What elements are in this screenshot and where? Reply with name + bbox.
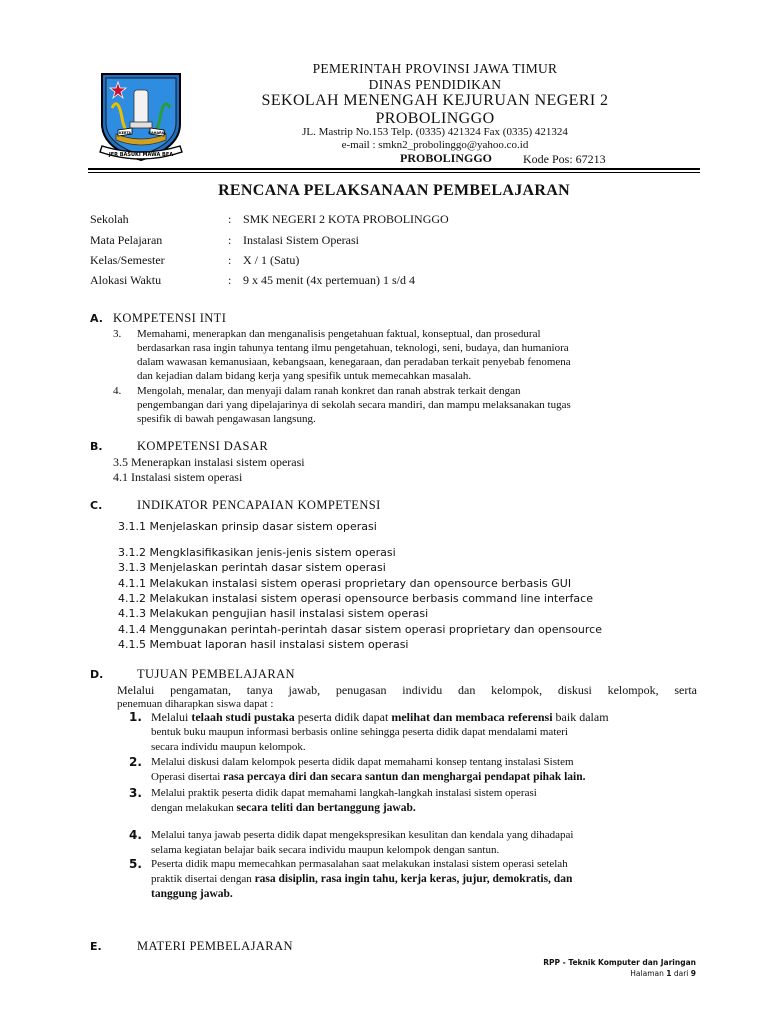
identity-value-class: X / 1 (Satu) (243, 253, 300, 267)
identity-value-subject: Instalasi Sistem Operasi (243, 233, 359, 247)
identity-value-school: SMK NEGERI 2 KOTA PROBOLINGGO (243, 212, 449, 226)
indicator-item: 4.1.3 Melakukan pengujian hasil instalasi sistem operasi (118, 607, 429, 620)
document-title: RENCANA PELAKSANAAN PEMBELAJARAN (218, 182, 570, 199)
objective-1-emphasis: telaah studi pustaka (191, 710, 295, 724)
indicator-item: 3.1.1 Menjelaskan prinsip dasar sistem operasi (118, 520, 377, 533)
objective-1-text: Melalui (151, 710, 192, 724)
objective-item-2 (151, 755, 711, 785)
objective-3-line-1: Melalui praktik peserta didik dapat memahami langkah-langkah instalasi sistem operasi (151, 787, 537, 799)
ki-4-line-1: Mengolah, menalar, dan menyaji dalam ranah konkret dan ranah abstrak terkait dengan (137, 385, 521, 397)
objective-2-line-1: Melalui diskusi dalam kelompok peserta didik dapat memahami konsep tentang instalasi Sistem (151, 756, 574, 768)
ki-4-line-2: pengembangan dari yang dipelajarinya di sekolah secara mandiri, dan mampu melaksanakan tugas (137, 399, 571, 411)
kd-item-4-1: 4.1 Instalasi sistem operasi (113, 470, 243, 484)
section-c-letter: C. (90, 499, 103, 512)
objective-4-line-2: selama kegiatan belajar baik secara individu maupun kelompok dengan santun. (151, 844, 500, 856)
objective-item-5 (151, 857, 711, 902)
header-postcode: Kode Pos: 67213 (523, 152, 606, 166)
kd-item-3-5: 3.5 Menerapkan instalasi sistem operasi (113, 455, 305, 469)
objective-5-emphasis: tanggung jawab. (151, 888, 233, 900)
ki-3-line-3: dalam wawasan kemanusiaan, kebangsaan, kenegaraan, dan peradaban terkait penyebab fenomena (137, 356, 571, 368)
indicator-item: 4.1.5 Membuat laporan hasil instalasi sistem operasi (118, 638, 409, 651)
footer-page-mid: dari (671, 969, 691, 978)
objective-number-2: 2. (129, 755, 142, 769)
identity-label-subject: Mata Pelajaran (90, 233, 163, 247)
objective-number-3: 3. (129, 786, 142, 800)
header-school-name: SEKOLAH MENENGAH KEJURUAN NEGERI 2 (261, 92, 609, 109)
footer-page-current: 1 (666, 969, 672, 978)
objective-intro-line-2: penemuan diharapkan siswa dapat : (117, 698, 274, 710)
objective-2-emphasis: rasa percaya diri dan secara santun dan menghargai pendapat pihak lain. (223, 771, 586, 783)
objective-2-line-2 (151, 770, 711, 785)
objective-1-line-3: secara individu maupun kelompok. (151, 741, 306, 753)
section-d-letter: D. (90, 668, 104, 681)
objective-3-emphasis: secara teliti dan bertanggung jawab. (236, 802, 416, 814)
header-address: JL. Mastrip No.153 Telp. (0335) 421324 Fax (0335) 421324 (302, 126, 568, 138)
objective-item-3 (151, 786, 701, 816)
identity-value-time: 9 x 45 menit (4x pertemuan) 1 s/d 4 (243, 273, 415, 287)
header-divider (88, 168, 700, 170)
header-email: e-mail : smkn2_probolinggo@yahoo.co.id (341, 139, 529, 151)
objective-3-text: dengan melakukan (151, 802, 237, 814)
indicator-item: 3.1.3 Menjelaskan perintah dasar sistem operasi (118, 561, 386, 574)
ki-4-line-3: spesifik di bawah pengawasan langsung. (137, 413, 316, 425)
ki-item-3 (137, 327, 697, 383)
footer-page-prefix: Halaman (630, 969, 667, 978)
section-a-title: KOMPETENSI INTI (113, 311, 227, 325)
objective-2-text: Operasi disertai (151, 771, 224, 783)
section-d-title: TUJUAN PEMBELAJARAN (137, 667, 295, 681)
objective-1-line-1 (151, 710, 701, 725)
ki-3-line-4: dan kejadian dalam bidang kerja yang spesifik untuk memecahkan masalah. (137, 370, 472, 382)
objective-number-5: 5. (129, 857, 142, 871)
objective-4-line-1: Melalui tanya jawab peserta didik dapat mengekspresikan kesulitan dan kendala yang dihadapai (151, 829, 574, 841)
objective-3-line-2 (151, 801, 701, 816)
indicator-item: 4.1.1 Melakukan instalasi sistem operasi proprietary dan opensource berbasis GUI (118, 577, 572, 590)
objective-5-line-2 (151, 872, 711, 887)
objective-1-line-2: bentuk buku maupun informasi berbasis online sehingga peserta didik dapat mendalami materi (151, 726, 568, 738)
header-department: DINAS PENDIDIKAN (368, 77, 502, 92)
header-divider-thin (88, 172, 700, 173)
objective-5-emphasis: rasa disiplin, rasa ingin tahu, kerja keras, jujur, demokratis, dan (254, 873, 573, 885)
header-city-code: PROBOLINGGO (400, 151, 493, 165)
identity-sep-time: : (228, 273, 232, 287)
indicator-item: 4.1.2 Melakukan instalasi sistem operasi opensource berbasis command line interface (118, 592, 593, 605)
objective-intro-line-1: Melalui pengamatan, tanya jawab, penugasan individu dan kelompok, diskusi kelompok, serta (117, 683, 697, 697)
objective-5-line-3 (151, 887, 711, 902)
ki-3-line-2: berdasarkan rasa ingin tahunya tentang ilmu pengetahuan, teknologi, seni, budaya, dan humaniora (137, 342, 569, 354)
identity-sep-subject: : (228, 233, 232, 247)
section-a-letter: A. (90, 312, 103, 325)
identity-sep-school: : (228, 212, 232, 226)
objective-1-text: peserta didik dapat (294, 710, 392, 724)
east-java-emblem-logo (96, 68, 186, 166)
indicator-item: 4.1.4 Menggunakan perintah-perintah dasar sistem operasi proprietary dan opensource (118, 623, 602, 636)
objective-1-emphasis: melihat dan membaca referensi (391, 710, 553, 724)
objective-item-4 (151, 828, 711, 858)
logo-ribbon-left-text: KERTA (118, 131, 132, 135)
ki-item-4 (137, 384, 697, 426)
objective-number-4: 4. (129, 828, 142, 842)
indicator-item: 3.1.2 Mengklasifikasikan jenis-jenis sistem operasi (118, 546, 396, 559)
section-c-title: INDIKATOR PENCAPAIAN KOMPETENSI (137, 498, 381, 512)
footer-page-number (630, 969, 696, 978)
objective-5-line-1: Peserta didik mapu memecahkan permasalahan saat melakukan instalasi sistem operasi setelah (151, 858, 568, 870)
ki-3-line-1: Memahami, menerapkan dan menganalisis pengetahuan faktual, konseptual, dan prosedural (137, 328, 541, 340)
objective-5-text: praktik disertai dengan (151, 873, 255, 885)
objective-number-1: 1. (129, 710, 142, 724)
section-e-letter: E. (90, 940, 102, 953)
identity-sep-class: : (228, 253, 232, 267)
objective-1-text: baik dalam (552, 710, 609, 724)
footer-page-total: 9 (690, 969, 696, 978)
objective-item-1 (151, 710, 701, 755)
ki-number-3: 3. (113, 328, 122, 340)
header-government: PEMERINTAH PROVINSI JAWA TIMUR (312, 61, 558, 76)
identity-label-class: Kelas/Semester (90, 253, 165, 267)
section-e-title: MATERI PEMBELAJARAN (137, 939, 293, 953)
section-b-title: KOMPETENSI DASAR (137, 439, 269, 453)
header-city: PROBOLINGGO (375, 110, 495, 127)
ki-number-4: 4. (113, 385, 122, 397)
section-b-letter: B. (90, 440, 103, 453)
footer-document-label: RPP - Teknik Komputer dan Jaringan (543, 958, 696, 967)
identity-label-school: Sekolah (90, 212, 129, 226)
logo-ribbon-right-text: RAHARJA (148, 131, 166, 135)
logo-motto-text: JER BASUKI MAWA BEA (108, 152, 174, 158)
identity-label-time: Alokasi Waktu (90, 273, 162, 287)
